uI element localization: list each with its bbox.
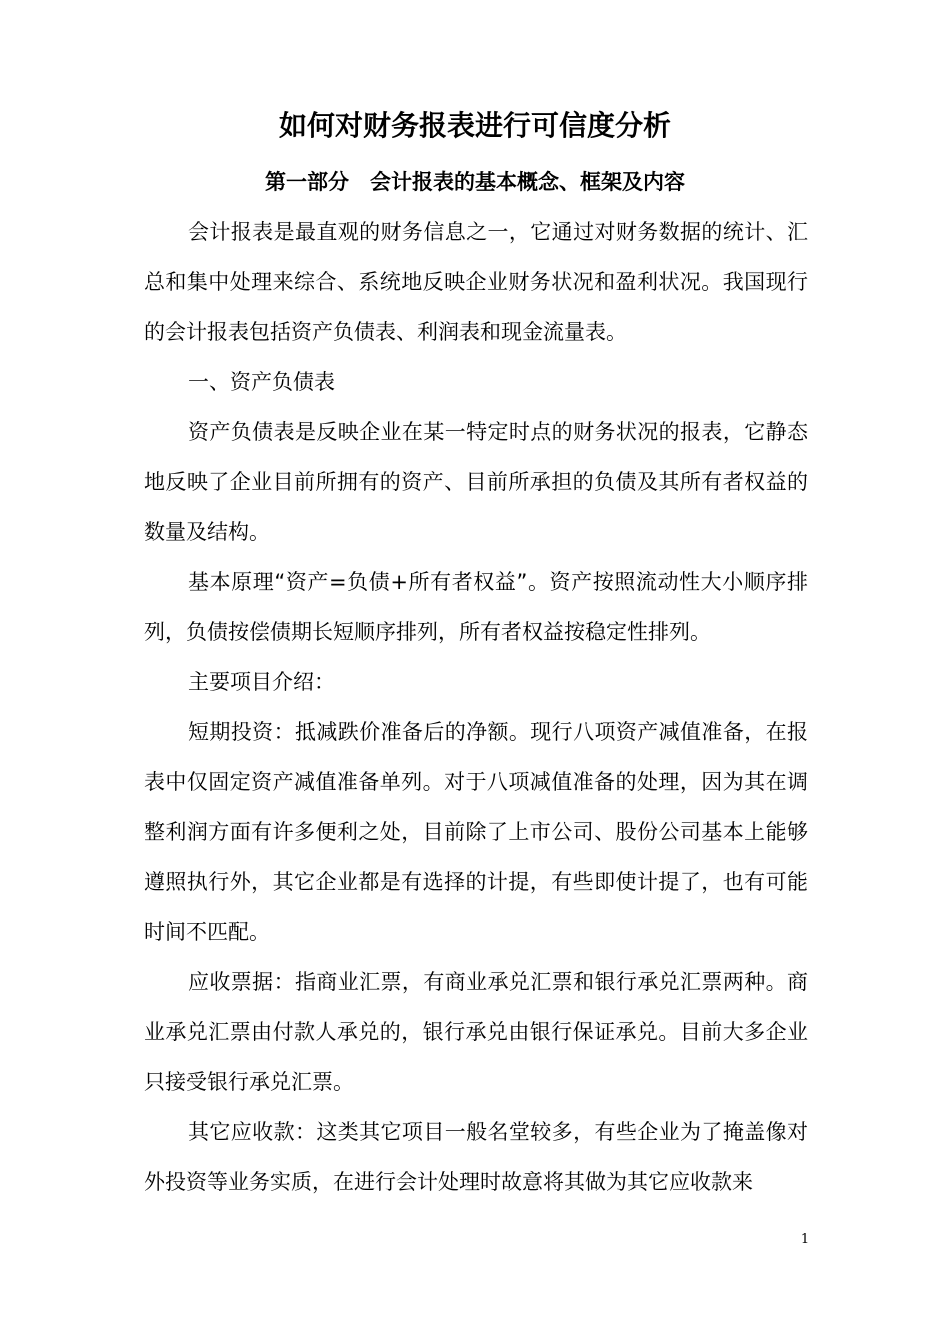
paragraph-notes-receivable: 应收票据：指商业汇票，有商业承兑汇票和银行承兑汇票两种。商业承兑汇票由付款人承兑的，银行承兑由银行保证承兑。目前大多企业只接受银行承兑汇票。 (144, 970, 808, 1094)
paragraph-basic-principle: 基本原理“资产=负债+所有者权益”。资产按照流动性大小顺序排列，负债按偿债期长短顺序排列，所有者权益按稳定性排列。 (144, 570, 808, 644)
document-body (144, 207, 808, 1207)
section-heading: 第一部分 会计报表的基本概念、框架及内容 (265, 170, 685, 194)
paragraph-heading-balance-sheet: 一、资产负债表 (188, 370, 335, 394)
paragraph-short-term-investment: 短期投资：抵减跌价准备后的净额。现行八项资产减值准备，在报表中仅固定资产减值准备单列。对于八项减值准备的处理，因为其在调整利润方面有许多便利之处，目前除了上市公司、股份公司基本上能够遵照执行外，其它企业都是有选择的计提，有些即使计提了，也有可能时间不匹配。 (144, 720, 808, 944)
paragraph-balance-sheet-definition: 资产负债表是反映企业在某一特定时点的财务状况的报表，它静态地反映了企业目前所拥有的资产、目前所承担的负债及其所有者权益的数量及结构。 (144, 420, 808, 544)
page-number: 1 (800, 1232, 810, 1247)
paragraph-main-items-label: 主要项目介绍： (188, 670, 335, 694)
document-title: 如何对财务报表进行可信度分析 (278, 109, 671, 142)
paragraph-other-receivables: 其它应收款：这类其它项目一般名堂较多，有些企业为了掩盖像对外投资等业务实质，在进行会计处理时故意将其做为其它应收款来 (144, 1120, 808, 1194)
paragraph-intro: 会计报表是最直观的财务信息之一，它通过对财务数据的统计、汇总和集中处理来综合、系统地反映企业财务状况和盈利状况。我国现行的会计报表包括资产负债表、利润表和现金流量表。 (144, 220, 808, 344)
